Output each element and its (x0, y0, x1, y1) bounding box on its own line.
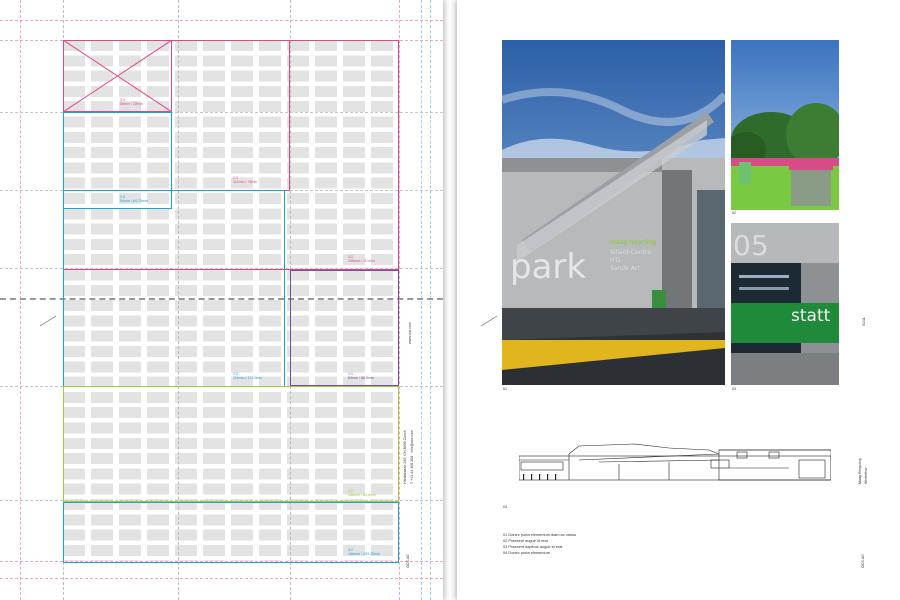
photo-parking-deck (731, 223, 839, 385)
photo-parking-deck-image (731, 223, 839, 385)
guide-line (399, 0, 400, 600)
guide-line (0, 578, 443, 579)
frame-label: 2:3 111mm / 75mm (233, 176, 258, 185)
frame-2-3-blue-large (63, 190, 285, 387)
margin-url: www.ocs.com (408, 322, 412, 344)
margin-project-place: Winterthur (864, 467, 868, 484)
sign-text-number: 05 (733, 229, 769, 262)
caption-list-item: 04 Donec porta elementum (503, 550, 550, 555)
sign-text-line: HTL (610, 257, 622, 264)
frame-label: 2:3 56mm / 84.75mm (120, 195, 148, 204)
right-page-layout (457, 0, 900, 600)
guide-line (0, 20, 443, 21)
frame-label: 3:2 166mm / 253.25mm (348, 548, 380, 557)
placeholder-cross-icon (63, 40, 172, 112)
frame-label: 1:1 84mm / 88.5mm (348, 372, 374, 381)
frame-2-3-small (63, 40, 172, 112)
left-page-grid-layout (0, 0, 443, 600)
photo-parking-building (502, 40, 725, 385)
frame-label: 3:2 166mm / 114mm (348, 255, 375, 264)
frame-3-2-green (63, 386, 399, 502)
sign-text-brand: maag recycling (610, 239, 657, 246)
page-folio: OCS AG (861, 554, 865, 568)
elevation-drawing (519, 440, 831, 484)
margin-page-number: 01/11 (862, 317, 866, 326)
frame-label: 2:3 111mm / 172.5mm (233, 372, 263, 381)
caption-list (503, 532, 576, 556)
sign-text-word: statt (791, 306, 831, 326)
margin-address: Hardstrasse 245, CH-8005 Zürich (403, 430, 407, 484)
fold-mark (479, 314, 499, 328)
photo-parking-building-image (502, 40, 725, 385)
frame-label: 3:2 166mm / 84.8mm (348, 489, 376, 498)
sign-text-line: Sande Art (610, 265, 640, 272)
margin-contact: T +41 43 305 306 · info@ocs.com (410, 429, 414, 484)
drawing-caption-number: 04 (503, 505, 507, 509)
fold-mark (38, 314, 58, 328)
frame-1-1 (290, 270, 399, 386)
photo-roof-garden (731, 40, 839, 210)
caption-list-item: 01 Donec porta elementum diam ac varius (503, 532, 577, 537)
guide-line (421, 0, 422, 600)
photo-caption-number: 02 (732, 211, 736, 215)
sign-text-park: park (510, 247, 587, 287)
guide-line (20, 0, 21, 600)
guide-line (430, 0, 431, 600)
sign-text-line: Sillard-Centre (610, 249, 651, 256)
caption-list-item: 03 Praesent dapibus augue id erat (503, 544, 563, 549)
photo-caption-number: 03 (732, 387, 736, 391)
photo-caption-number: 01 (503, 387, 507, 391)
caption-list-item: 02 Praesent augue id erat (503, 538, 548, 543)
frame-label: 2:3 56mm / 28mm (120, 98, 143, 107)
photo-roof-garden-image (731, 40, 839, 210)
page-folio: OCS AG (406, 554, 410, 568)
margin-project-title: Maag Recycling (858, 458, 862, 484)
